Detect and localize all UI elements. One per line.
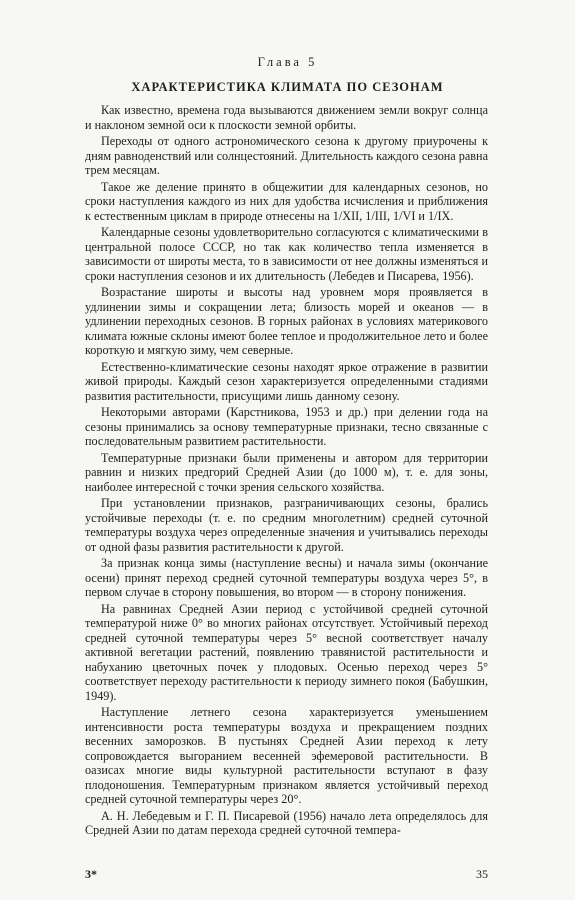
page-number: 35 bbox=[476, 867, 488, 881]
paragraph: На равнинах Средней Азии период с устойчивой средней суточной температурой ниже 0° во многих районах отсутствует. Устойчивый переход средней суточной температуры через 5° весной соответствует началу активной вегетации растений, появлению травянистой растительности и набуханию цветочных почек у плодовых. Осенью переход через 5° соответствует переходу растительности к периоду зимнего покоя (Бабушкин, 1949). bbox=[85, 601, 488, 703]
paragraph: При установлении признаков, разграничивающих сезоны, брались устойчивые переходы (т. е. по средним многолетним) средней суточной температуры воздуха через определенные значения и учитывались переходы от одной фазы развития растительности к другой. bbox=[85, 496, 488, 554]
paragraph: Температурные признаки были применены и автором для территории равнин и низких предгорий Средней Азии (до 1000 м), т. е. для зоны, наиболее интересной с точки зрения сельского хозяйства. bbox=[85, 450, 488, 494]
paragraph: Возрастание широты и высоты над уровнем моря проявляется в удлинении зимы и сокращении лета; близость морей и океанов — в удлинении переходных сезонов. В горных районах в условиях материкового климата южные склоны имеют более теплое и продолжительное лето и более короткую и мягкую зиму, чем северные. bbox=[85, 285, 488, 357]
paragraph: Наступление летнего сезона характеризуется уменьшением интенсивности роста температуры воздуха и прекращением поздних весенних заморозков. В пустынях Средней Азии переход к лету сопровождается выгоранием весенней эфемеровой растительности. В оазисах многие виды культурной растительности вступают в фазу плодоношения. Температурным признаком является устойчивый переход средней суточной температуры через 20°. bbox=[85, 705, 488, 806]
paragraph: Как известно, времена года вызываются движением земли вокруг солнца и наклоном земной оси к плоскости земной орбиты. bbox=[85, 103, 488, 132]
paragraph: Некоторыми авторами (Карстникова, 1953 и др.) при делении года на сезоны принимались за основу температурные признаки, тесно связанные с последовательным развитием растительности. bbox=[85, 405, 488, 448]
body-text bbox=[85, 103, 488, 840]
paragraph: Переходы от одного астрономического сезона к другому приурочены к дням равноденствий или солнцестояний. Длительность каждого сезона равна трем месяцам. bbox=[85, 134, 488, 177]
paragraph: Такое же деление принято в общежитии для календарных сезонов, но сроки наступления каждого из них для удобства исчисления и приближения к естественным циклам в природе отнесены на 1/XII, 1/III, 1/VI и 1/IX. bbox=[85, 179, 488, 223]
signature-mark: 3* bbox=[85, 867, 97, 881]
paragraph: Календарные сезоны удовлетворительно согласуются с климатическими в центральной полосе СССР, но так как количество тепла изменяется в зависимости от широты места, то в зависимости от нее должны изменяться и сроки наступления сезонов и их длительность (Лебедев и Писарева, 1956). bbox=[85, 225, 488, 283]
chapter-title: ХАРАКТЕРИСТИКА КЛИМАТА ПО СЕЗОНАМ bbox=[131, 80, 444, 94]
paragraph: А. Н. Лебедевым и Г. П. Писаревой (1956) начало лета определялось для Средней Азии по датам перехода средней суточной темпера- bbox=[85, 808, 488, 837]
paragraph: Естественно-климатические сезоны находят яркое отражение в развитии живой природы. Каждый сезон характеризуется определенными стадиями развития растительности, присущими лишь данному сезону. bbox=[85, 359, 488, 403]
chapter-heading: Глава 5 bbox=[257, 55, 318, 69]
paragraph: За признак конца зимы (наступление весны) и начала зимы (окончание осени) принят переход средней суточной температуры воздуха через 5°, в первом случае в сторону повышения, во втором — в сторону понижения. bbox=[85, 556, 488, 599]
